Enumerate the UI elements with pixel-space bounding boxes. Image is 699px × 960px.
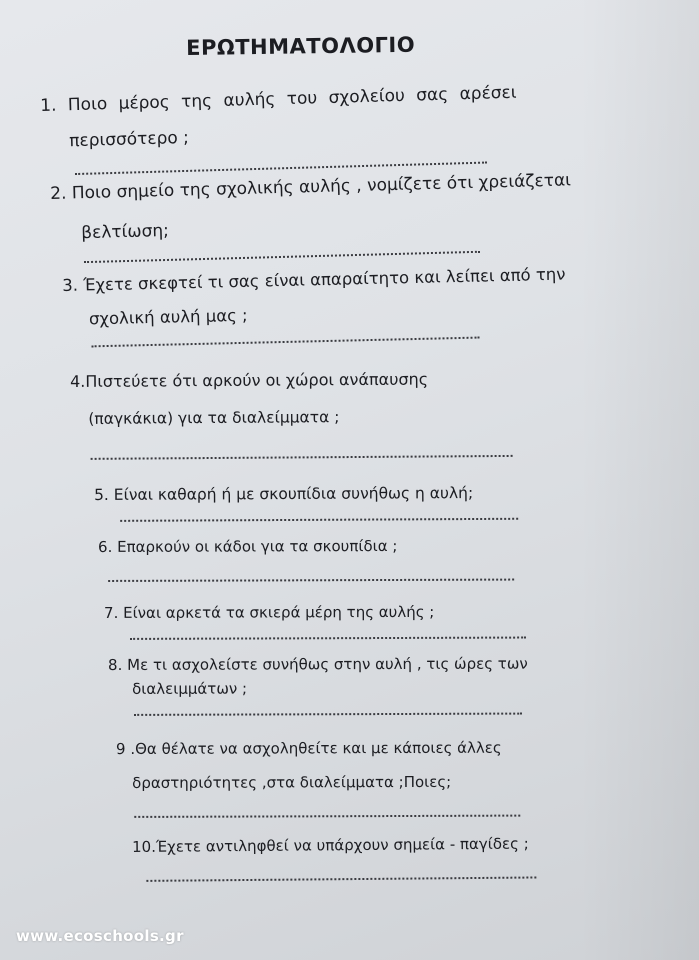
question-2	[50, 169, 632, 274]
question-6	[98, 536, 538, 588]
question-4-text-line2: (παγκάκια) για τα διαλείμματα ;	[88, 408, 340, 428]
question-5-text-line1: 5. Είναι καθαρή ή με σκουπίδια συνήθως η αυλή;	[94, 484, 474, 504]
question-2-text-line2: βελτίωση;	[81, 220, 170, 244]
question-9-text-line1: 9 .Θα θέλατε να ασχοληθείτε και με κάποιες άλλες	[116, 738, 502, 758]
question-3-text-line1: 3. Έχετε σκεφτεί τι σας είναι απαραίτητο και λείπει από την	[62, 264, 566, 295]
question-4	[70, 369, 531, 472]
question-4-text-line1: 4.Πιστεύετε ότι αρκούν οι χώροι ανάπαυσης	[70, 369, 429, 391]
question-3	[62, 263, 624, 356]
question-1	[40, 80, 612, 186]
question-10-answer-line	[146, 876, 536, 881]
question-7	[104, 602, 544, 648]
question-8-text-line1: 8. Με τι ασχολείστε συνήθως στην αυλή , τις ώρες των	[108, 654, 528, 674]
question-8-answer-line	[134, 713, 522, 716]
question-6-text-line1: 6. Επαρκούν οι κάδοι για τα σκουπίδια ;	[98, 536, 398, 556]
question-9-text-line2: δραστηριότητες ,στα διαλείμματα ;Ποιες;	[132, 772, 452, 792]
question-3-answer-line	[92, 337, 480, 348]
question-1-text-line1: 1. Ποιο μέρος της αυλής του σχολείου σας αρέσει	[40, 82, 517, 116]
question-10-text-line1: 10.Έχετε αντιληφθεί να υπάρχουν σημεία - παγίδες ;	[132, 834, 529, 856]
question-7-text-line1: 7. Είναι αρκετά τα σκιερά μέρη της αυλής ;	[104, 602, 435, 622]
question-5-answer-line	[120, 518, 518, 522]
question-1-answer-line	[75, 162, 487, 176]
question-3-text-line2: σχολική αυλή μας ;	[88, 305, 248, 329]
question-4-answer-line	[91, 455, 513, 460]
watermark: www.ecoschools.gr	[16, 927, 184, 945]
question-2-text-line1: 2. Ποιο σημείο της σχολικής αυλής , νομίζετε ότι χρειάζεται	[50, 170, 572, 204]
question-8-text-line2: διαλειμμάτων ;	[132, 679, 248, 698]
question-1-text-line2: περισσότερο ;	[68, 127, 190, 152]
question-9	[116, 739, 536, 830]
question-8	[108, 654, 598, 726]
question-2-answer-line	[84, 251, 480, 263]
question-9-answer-line	[134, 815, 520, 818]
question-6-answer-line	[108, 579, 514, 582]
question-7-answer-line	[130, 637, 526, 640]
question-10	[132, 834, 562, 890]
question-5	[94, 484, 534, 530]
page-title: ΕΡΩΤΗΜΑΤΟΛΟΓΙΟ	[186, 32, 416, 60]
